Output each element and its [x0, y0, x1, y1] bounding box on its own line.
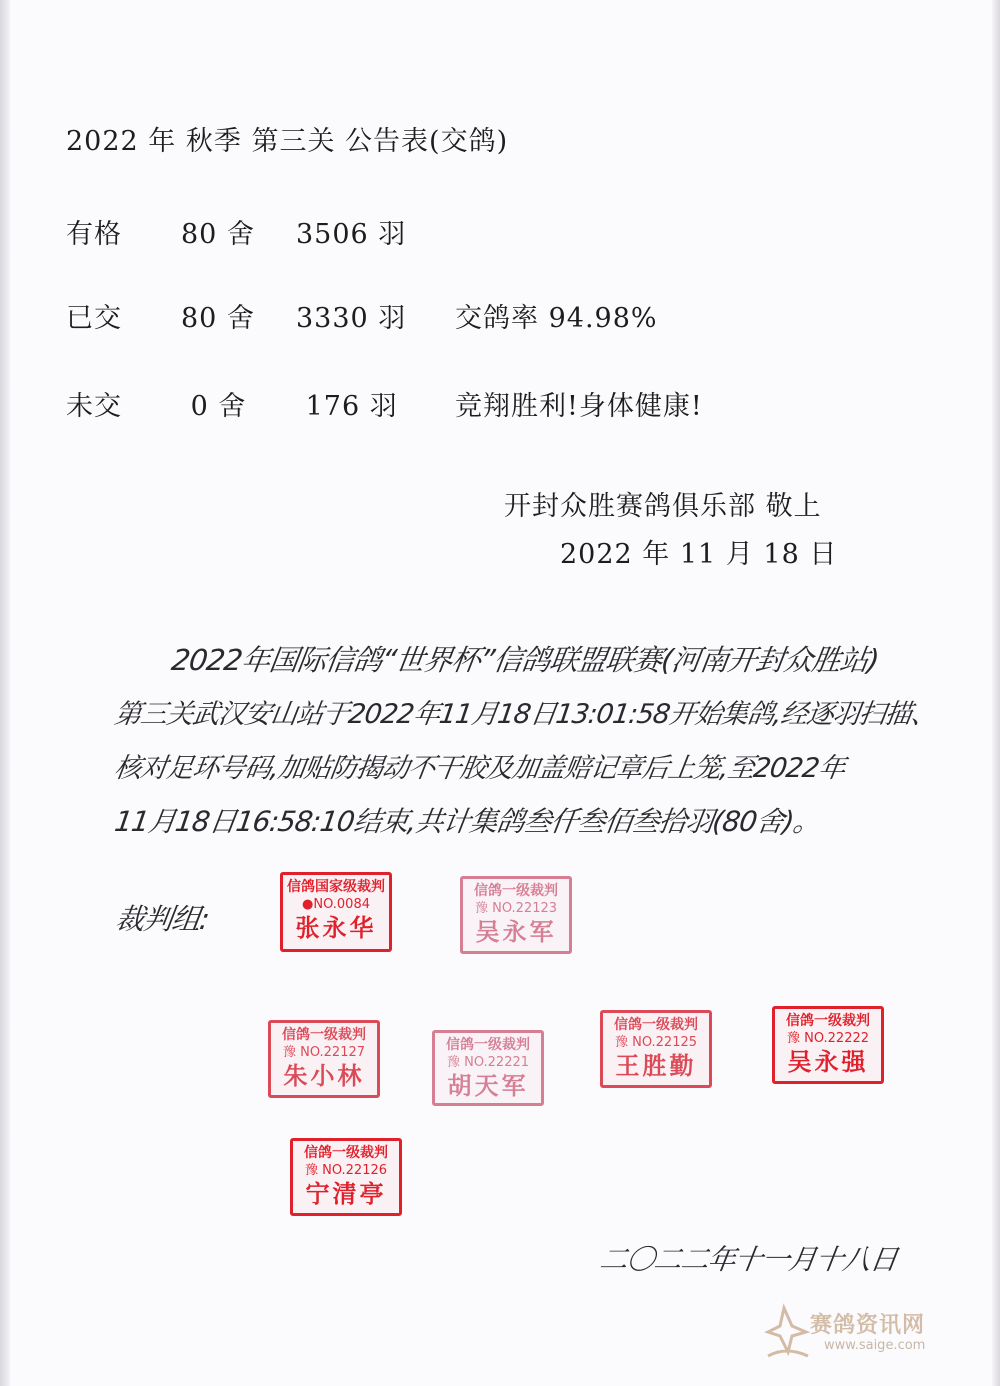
stamp-name: 吴永强: [787, 1048, 869, 1076]
row-note: 交鸽率 94.98%: [455, 303, 658, 334]
stamp-title: 信鸽一级裁判: [786, 1013, 870, 1029]
stamp-title: 信鸽一级裁判: [474, 883, 558, 899]
stamp-title: 信鸽一级裁判: [446, 1037, 530, 1053]
row-lofts: 80 舍: [181, 303, 255, 334]
stamp-name: 吴永军: [475, 918, 557, 946]
referee-stamp: [460, 876, 572, 954]
handwritten-line: 2022年国际信鸽“世界杯”信鸽联盟联赛(河南开封众胜站): [169, 643, 881, 677]
stamp-number: ●NO.0084: [302, 897, 370, 912]
referee-stamp: [600, 1010, 712, 1088]
referee-stamp: [772, 1006, 884, 1084]
stamp-name: 张永华: [295, 914, 377, 942]
stamp-number: 豫 NO.22123: [474, 901, 558, 916]
stamp-number: 豫 NO.22127: [282, 1045, 366, 1060]
referee-stamp: [432, 1030, 544, 1106]
row-birds: 3506 羽: [296, 219, 407, 250]
stamp-title: 信鸽一级裁判: [614, 1017, 698, 1033]
stamp-title: 信鸽一级裁判: [282, 1027, 366, 1043]
site-watermark: [762, 1302, 972, 1372]
document-title: 2022 年 秋季 第三关 公告表(交鸽): [66, 126, 509, 157]
row-lofts: 80 舍: [181, 219, 255, 250]
club-signature: 开封众胜赛鸽俱乐部 敬上: [504, 491, 822, 522]
row-note: 竞翔胜利!身体健康!: [455, 391, 703, 422]
seal-dot-icon: ●: [302, 897, 314, 912]
row-lofts: 0 舍: [181, 391, 247, 422]
handwritten-line: 11月18日16:58:10结束,共计集鸽叁仟叁佰叁拾羽(80舍)。: [112, 805, 823, 838]
stamp-number: 豫 NO.22126: [304, 1163, 388, 1178]
stamp-name: 胡天军: [447, 1072, 529, 1100]
handwritten-line: 第三关武汉安山站于2022年11月18日13:01:58开始集鸽,经逐羽扫描、: [112, 699, 940, 730]
stamp-number: 豫 NO.22125: [614, 1035, 698, 1050]
stamp-title: 信鸽一级裁判: [304, 1145, 388, 1161]
row-birds: 3330 羽: [296, 303, 407, 334]
watermark-url: www.saige.com: [824, 1338, 926, 1353]
referee-stamp: [268, 1020, 380, 1098]
handwritten-date: 二〇二二年十一月十八日: [597, 1243, 900, 1276]
referee-stamp: [290, 1138, 402, 1216]
signature-date: 2022 年 11 月 18 日: [560, 539, 838, 570]
watermark-name: 赛鸽资讯网: [810, 1313, 926, 1338]
committee-label: 裁判组:: [113, 902, 211, 936]
handwritten-line: 核对足环号码,加贴防揭动不干胶及加盖赔记章后上笼,至2022年: [112, 753, 847, 784]
pigeon-logo-icon: [762, 1302, 812, 1364]
stamp-name: 朱小林: [283, 1062, 365, 1090]
page-edge-right: [992, 0, 1000, 1386]
stamp-title: 信鸽国家级裁判: [287, 879, 385, 895]
stamp-name: 宁清亭: [305, 1180, 387, 1208]
row-label: 未交: [66, 391, 122, 422]
row-birds: 176 羽: [296, 391, 398, 422]
stamp-number: 豫 NO.22222: [786, 1031, 870, 1046]
stamp-number: 豫 NO.22221: [446, 1055, 530, 1070]
row-label: 有格: [66, 219, 122, 250]
row-label: 已交: [66, 303, 122, 334]
referee-stamp: [280, 872, 392, 952]
page-edge-left: [0, 0, 10, 1386]
stamp-name: 王胜勤: [615, 1052, 697, 1080]
